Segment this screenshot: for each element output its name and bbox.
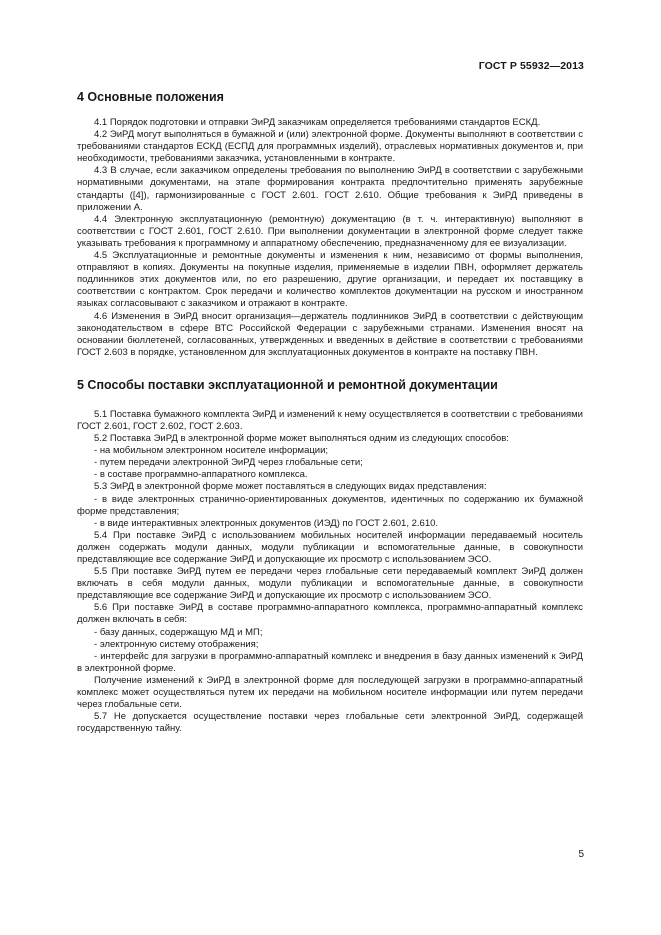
list-item-text: в составе программно-аппаратного комплекса.: [99, 469, 308, 481]
paragraph-5-6: 5.6 При поставке ЭиРД в составе программно-аппаратного комплекса, программно-аппаратный комплекс должен включать в себя:: [77, 602, 583, 626]
document-code: ГОСТ Р 55932—2013: [478, 60, 584, 72]
list-item-5-3-1: - в виде электронных странично-ориентированных документов, идентичных по содержанию их бумажной форме представления;: [77, 493, 584, 517]
list-item-text: на мобильном электронном носителе информации;: [99, 445, 329, 457]
list-item-text: интерфейс для загрузки в программно-аппаратный комплекс и внедрения в базу данных изменений к ЭиРД в электронной форме.: [77, 650, 583, 674]
page-body: [77, 90, 583, 735]
paragraph-4-5: 4.5 Эксплуатационные и ремонтные документы и изменения к ним, независимо от формы выполнения, отправляют в копиях. Документы на покупные изделия, применяемые в изделии ПВН, оформляет держатель подлинников этих документов или, по его разрешению, другие организации, и передает их поставщику в соответствии с контрактом. Срок передачи и количество комплектов документации на русском и иностранном языках согласовывают с заказчиком и отражают в контракте.: [77, 250, 583, 310]
list-item-text: в виде электронных странично-ориентированных документов, идентичных по содержанию их бумажной форме представления;: [77, 493, 584, 517]
paragraph-5-1: 5.1 Поставка бумажного комплекта ЭиРД и изменений к нему осуществляется в соответствии с требованиями ГОСТ 2.601, ГОСТ 2.602, ГОСТ 2.603.: [77, 408, 583, 432]
paragraph-5-5: 5.5 При поставке ЭиРД путем ее передачи через глобальные сети передаваемый комплект ЭиРД должен включать в себя модули данных, модули публикации и вспомогательные данные, в совокупности представляющие все содержание ЭиРД и допускающие их просмотр с использованием ЭСО.: [77, 566, 583, 602]
paragraph-5-7: 5.7 Не допускается осуществление поставки через глобальные сети электронной ЭиРД, содержащей государственную тайну.: [77, 711, 583, 735]
page-number: 5: [578, 849, 584, 860]
section-4-title: 4 Основные положения: [77, 90, 224, 104]
paragraph-4-1: 4.1 Порядок подготовки и отправки ЭиРД заказчикам определяется требованиями стандартов ЕСКД.: [94, 117, 541, 128]
list-item-text: в виде интерактивных электронных документов (ИЭД) по ГОСТ 2.601, 2.610.: [99, 517, 439, 529]
list-item-text: путем передачи электронной ЭиРД через глобальные сети;: [99, 457, 363, 469]
paragraph-5-4: 5.4 При поставке ЭиРД с использованием мобильных носителей информации передаваемый носитель должен содержать модули данных, модули публикации и вспомогательные данные, в совокупности представляющие все содержание ЭиРД и допускающие их просмотр с использованием ЭСО.: [77, 529, 583, 565]
paragraph-5-6-changes: Получение изменений к ЭиРД в электронной форме для последующей загрузки в программно-аппаратный комплекс может осуществляться путем их передачи на мобильном носителе информации или путем передачи через глобальные сети.: [77, 674, 583, 711]
list-item-5-2-2: - путем передачи электронной ЭиРД через глобальные сети;: [94, 457, 363, 469]
list-item-5-6-2: - электронную систему отображения;: [94, 638, 259, 650]
list-item-text: базу данных, содержащую МД и МП;: [99, 626, 263, 638]
list-item-5-2-1: - на мобильном электронном носителе информации;: [94, 445, 329, 457]
list-item-5-6-3: - интерфейс для загрузки в программно-аппаратный комплекс и внедрения в базу данных изменений к ЭиРД в электронной форме.: [77, 650, 583, 674]
list-item-5-2-3: - в составе программно-аппаратного комплекса.: [94, 469, 308, 481]
section-5-title: 5 Способы поставки эксплуатационной и ремонтной документации: [77, 377, 498, 392]
paragraph-4-6: 4.6 Изменения в ЭиРД вносит организация—держатель подлинников ЭиРД в соответствии с действующим законодательством в сфере ВТС Российской Федерации с зарубежными странами. Изменения вносят на основании бюллетеней, согласованных, утвержденных и введенных в действие в соответствии с требованиями ГОСТ 2.603 в порядке, установленном для эксплуатационных документов в контракте на поставку ПВН.: [77, 310, 583, 358]
list-item-5-6-1: - базу данных, содержащую МД и МП;: [94, 626, 263, 638]
paragraph-5-3: 5.3 ЭиРД в электронной форме может поставляться в следующих видах представления:: [94, 481, 487, 493]
paragraph-4-3: 4.3 В случае, если заказчиком определены требования по выполнению ЭиРД в соответствии с зарубежными нормативными документами, на этапе формирования контракта предпочтительно применять зарубежные стандарты ([4]), гармонизированные с ГОСТ 2.601. ГОСТ 2.610. Общие требования к ЭиРД приведены в приложении А.: [77, 165, 583, 213]
list-item-text: электронную систему отображения;: [99, 638, 259, 650]
paragraph-4-4: 4.4 Электронную эксплуатационную (ремонтную) документацию (в т. ч. интерактивную) выполняют в соответствии с ГОСТ 2.601, ГОСТ 2.610. При выполнении документации в электронной форме следует также указывать требования к программному и аппаратному обеспечению, предназначенному для ее визуализации.: [77, 213, 583, 249]
list-item-5-3-2: - в виде интерактивных электронных документов (ИЭД) по ГОСТ 2.601, 2.610.: [94, 517, 439, 529]
paragraph-4-2: 4.2 ЭиРД могут выполняться в бумажной и (или) электронной форме. Документы выполняют в соответствии с требованиями стандартов ЕСКД (ЕСПД для программных изделий), отраслевых нормативных документов и, при необходимости, требованиями заказчика, установленными в контракте.: [77, 129, 583, 165]
paragraph-5-2: 5.2 Поставка ЭиРД в электронной форме может выполняться одним из следующих способов:: [94, 433, 509, 445]
